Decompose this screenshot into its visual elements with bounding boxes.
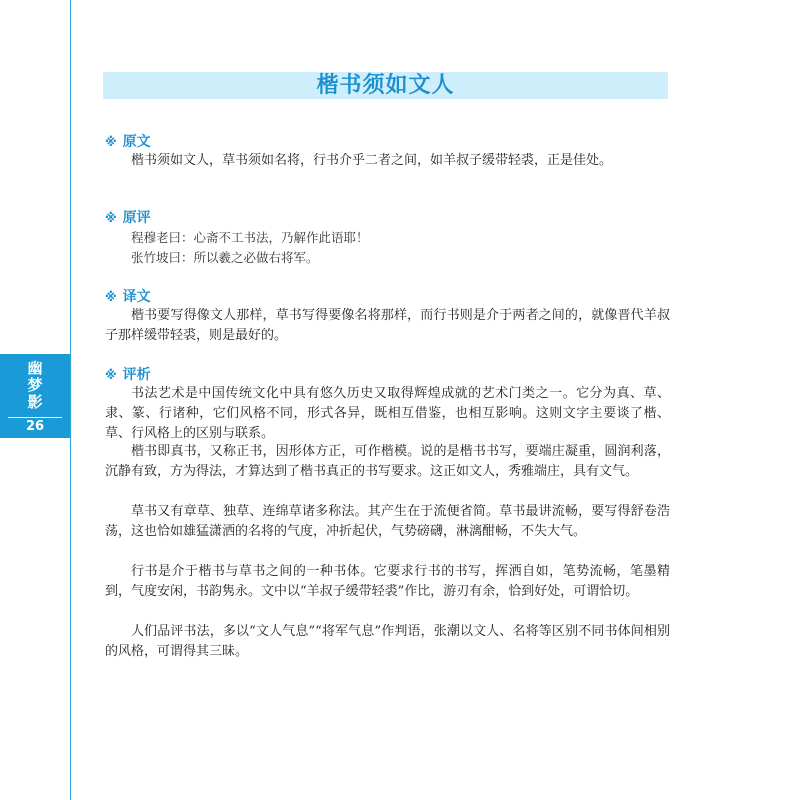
heading-label: 原评: [122, 210, 151, 226]
section-heading-original: [105, 133, 151, 151]
side-tab: [0, 354, 70, 438]
title-bar: [103, 72, 668, 99]
reference-mark-icon: ※: [105, 135, 117, 149]
page-title: 楷书须如文人: [316, 73, 455, 98]
original-text: 楷书须如文人，草书须如名将，行书介乎二者之间，如羊叔子缓带轻裘，正是佳处。: [131, 153, 613, 168]
book-title-char: 幽: [27, 359, 43, 377]
analysis-paragraph: 人们品评书法，多以“文人气息”“将军气息”作判语，张潮以文人、名将等区别不同书体间相别的风格，可谓得其三昧。: [105, 624, 670, 659]
analysis-paragraph: 草书又有章草、独草、连绵草诸多称法。其产生在于流便省简。草书最讲流畅，要写得舒卷浩荡，这也恰如雄猛潇洒的名将的气度，冲折起伏，气势磅礴，淋漓酣畅，不失大气。: [105, 504, 670, 539]
analysis-paragraph: 楷书即真书，又称正书，因形体方正，可作楷模。说的是楷书书写，要端庄凝重，圆润利落，沉静有致，方为得法，才算达到了楷书真正的书写要求。这正如文人，秀雅端庄，具有文气。: [105, 444, 670, 479]
reference-mark-icon: ※: [105, 368, 117, 382]
book-title-char: 影: [27, 393, 43, 411]
section-heading-translation: [105, 288, 151, 306]
section-heading-analysis: [105, 366, 151, 384]
commentary-line: 程穆老曰：心斋不工书法，乃解作此语耶！: [131, 230, 369, 245]
reference-mark-icon: ※: [105, 290, 117, 304]
translation-text: 楷书要写得像文人那样，草书写得要像名将那样，而行书则是介于两者之间的，就像晋代羊叔子那样缓带轻裘，则是最好的。: [105, 308, 670, 343]
commentary-line: 张竹坡曰：所以羲之必做右将军。: [131, 250, 319, 265]
margin-line: [70, 0, 71, 800]
side-divider: [8, 417, 62, 418]
analysis-paragraph: 书法艺术是中国传统文化中具有悠久历史又取得辉煌成就的艺术门类之一。它分为真、草、隶、篆、行诸种，它们风格不同，形式各异，既相互借鉴，也相互影响。这则文字主要谈了楷、草、行风格上的区别与联系。: [105, 386, 670, 441]
book-title-char: 梦: [27, 376, 43, 394]
reference-mark-icon: ※: [105, 211, 117, 225]
heading-label: 原文: [122, 134, 151, 150]
section-heading-commentary: [105, 209, 151, 227]
book-title: [0, 360, 70, 411]
analysis-paragraph: 行书是介于楷书与草书之间的一种书体。它要求行书的书写，挥洒自如，笔势流畅，笔墨精到，气度安闲，书韵隽永。文中以“羊叔子缓带轻裘”作比，游刃有余，恰到好处，可谓恰切。: [105, 564, 670, 599]
page-number: 26: [25, 419, 45, 434]
heading-label: 评析: [122, 367, 151, 383]
heading-label: 译文: [122, 289, 151, 305]
